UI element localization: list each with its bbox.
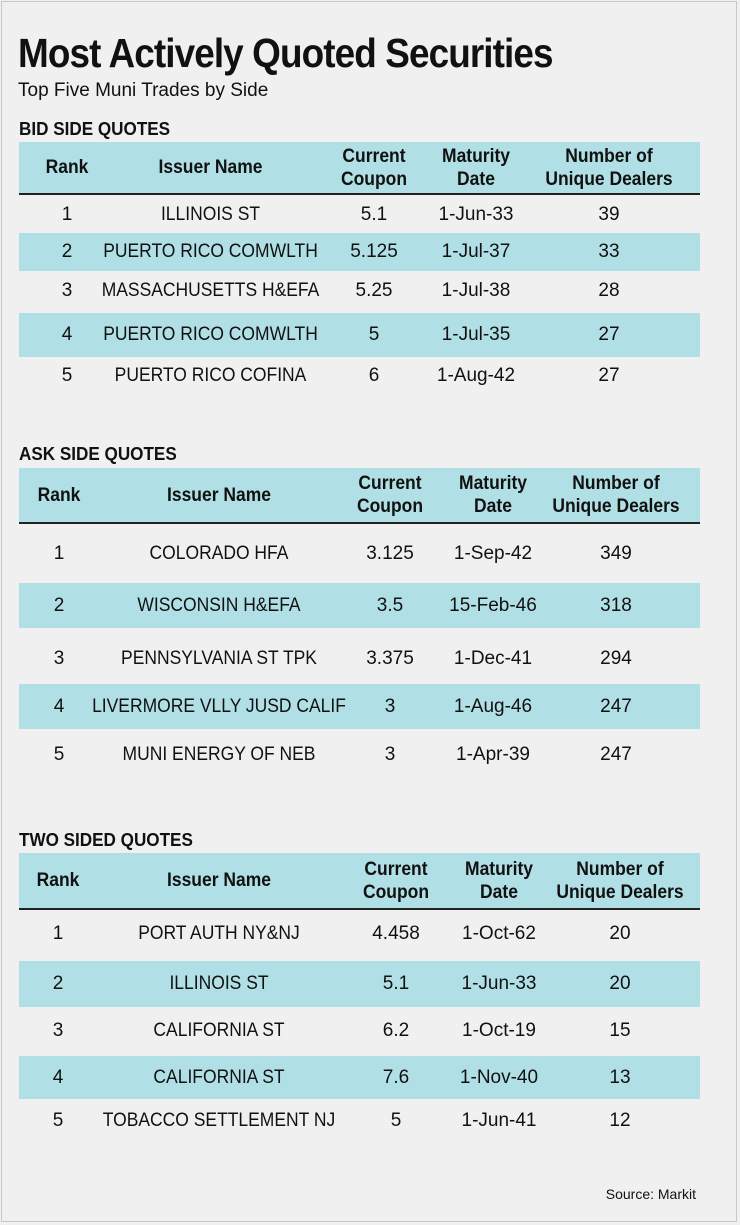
header-maturity-date-line2: Date	[480, 881, 518, 903]
cell-maturity: 1-Apr-39	[456, 743, 530, 765]
cell-issuer: PUERTO RICO COMWLTH	[103, 241, 318, 262]
header-current-coupon-line1: Current	[342, 145, 406, 167]
table-row	[19, 196, 700, 234]
header-issuer-name	[107, 853, 331, 908]
header-issuer-name-line1: Issuer Name	[158, 157, 263, 178]
table-row	[19, 684, 700, 729]
table-row	[19, 313, 700, 357]
cell-issuer: PORT AUTH NY&NJ	[138, 923, 300, 944]
table-row	[19, 961, 700, 1007]
table-row	[19, 1009, 700, 1052]
header-unique-dealers	[553, 853, 687, 908]
table-row	[19, 1099, 700, 1142]
cell-maturity: 1-Jun-33	[461, 973, 537, 994]
cell-rank: 4	[52, 1066, 64, 1088]
header-rank-line1: Rank	[37, 484, 81, 506]
cell-issuer: WISCONSIN H&EFA	[137, 594, 301, 616]
header-current-coupon-line2: Coupon	[356, 496, 424, 517]
header-unique-dealers-line2: Unique Dealers	[556, 881, 684, 903]
cell-dealers: 247	[600, 743, 632, 765]
table-row	[19, 233, 700, 271]
cell-maturity: 1-Jul-37	[441, 241, 511, 262]
cell-issuer: ILLINOIS ST	[169, 973, 269, 994]
cell-issuer: PUERTO RICO COFINA	[114, 365, 307, 386]
table-row	[19, 911, 700, 957]
cell-dealers: 39	[598, 204, 620, 225]
cell-rank: 5	[53, 743, 65, 765]
cell-issuer: TOBACCO SETTLEMENT NJ	[102, 1109, 336, 1131]
cell-maturity: 1-Aug-46	[453, 695, 533, 717]
cell-issuer: MUNI ENERGY OF NEB	[122, 743, 316, 765]
page-subtitle: Top Five Muni Trades by Side	[18, 80, 269, 101]
cell-maturity: 1-Dec-41	[453, 647, 533, 669]
cell-rank: 4	[61, 324, 73, 345]
cell-rank: 3	[61, 280, 73, 301]
header-unique-dealers	[540, 142, 678, 193]
cell-maturity: 1-Jul-35	[441, 324, 511, 345]
header-rank	[22, 853, 94, 908]
cell-rank: 3	[53, 647, 65, 669]
cell-coupon: 3	[384, 695, 396, 717]
section-title: ASK SIDE QUOTES	[19, 444, 177, 464]
cell-rank: 1	[61, 204, 73, 225]
header-rank	[23, 142, 111, 193]
cell-maturity: 1-Sep-42	[453, 543, 533, 564]
header-unique-dealers-line2: Unique Dealers	[552, 496, 680, 517]
cell-dealers: 13	[609, 1066, 631, 1088]
cell-rank: 2	[52, 973, 64, 994]
cell-coupon: 5.1	[360, 204, 388, 225]
table-row	[19, 357, 700, 395]
table-row	[19, 731, 700, 778]
cell-maturity: 1-Aug-42	[436, 365, 516, 386]
header-rank	[22, 468, 96, 522]
cell-issuer: ILLINOIS ST	[160, 204, 261, 225]
header-current-coupon-line2: Coupon	[362, 881, 430, 903]
header-issuer-name-text	[167, 869, 271, 892]
cell-coupon: 5	[390, 1109, 402, 1131]
table-row	[19, 583, 700, 628]
cell-rank: 1	[53, 543, 65, 564]
cell-dealers: 294	[600, 647, 632, 669]
header-current-coupon-line1: Current	[364, 858, 428, 880]
cell-dealers: 20	[609, 923, 631, 944]
header-current-coupon-text	[363, 858, 429, 904]
cell-issuer: PUERTO RICO COMWLTH	[103, 324, 318, 345]
cell-issuer: COLORADO HFA	[149, 543, 289, 564]
table-header	[19, 468, 700, 524]
table-row	[19, 1056, 700, 1099]
header-unique-dealers-line1: Number of	[572, 473, 660, 494]
header-unique-dealers-text	[552, 472, 679, 518]
table-header	[19, 142, 700, 195]
header-current-coupon	[345, 853, 446, 908]
cell-dealers: 247	[600, 695, 632, 717]
cell-maturity: 15-Feb-46	[449, 594, 537, 616]
header-maturity-date-text	[442, 145, 510, 191]
cell-coupon: 7.6	[382, 1066, 410, 1088]
cell-dealers: 318	[600, 594, 632, 616]
table-row	[19, 635, 700, 682]
cell-dealers: 33	[598, 241, 620, 262]
section-title: BID SIDE QUOTES	[19, 119, 171, 139]
header-issuer-name	[123, 142, 299, 193]
cell-rank: 5	[52, 1109, 64, 1131]
cell-dealers: 28	[598, 280, 620, 301]
cell-maturity: 1-Jun-33	[438, 204, 514, 225]
header-maturity-date-line1: Maturity	[459, 473, 527, 494]
header-rank-line1: Rank	[36, 870, 80, 891]
header-issuer-name-line1: Issuer Name	[167, 870, 271, 891]
header-rank-text	[38, 484, 81, 507]
header-maturity-date	[423, 142, 530, 193]
cell-dealers: 12	[609, 1109, 631, 1131]
cell-dealers: 349	[600, 543, 632, 564]
cell-rank: 2	[61, 241, 73, 262]
header-unique-dealers	[552, 468, 681, 522]
header-issuer-name-text	[159, 156, 263, 179]
cell-coupon: 3	[384, 743, 396, 765]
header-current-coupon	[344, 468, 436, 522]
cell-issuer: CALIFORNIA ST	[153, 1019, 285, 1041]
header-issuer-name-text	[167, 484, 271, 507]
cell-rank: 5	[61, 365, 73, 386]
header-rank-text	[46, 156, 89, 179]
cell-coupon: 3.375	[366, 647, 414, 669]
header-maturity-date-line1: Maturity	[442, 145, 510, 167]
cell-maturity: 1-Oct-62	[462, 923, 536, 944]
cell-coupon: 6.2	[382, 1019, 410, 1041]
header-rank-line1: Rank	[45, 157, 89, 178]
cell-coupon: 4.458	[372, 923, 420, 944]
header-maturity-date-line2: Date	[457, 168, 495, 190]
header-current-coupon-line2: Coupon	[340, 168, 408, 190]
cell-issuer: MASSACHUSETTS H&EFA	[101, 280, 320, 301]
cell-rank: 1	[52, 923, 64, 944]
header-current-coupon	[334, 142, 415, 193]
header-current-coupon-text	[341, 145, 407, 191]
header-unique-dealers-line1: Number of	[565, 145, 653, 167]
table-row	[19, 272, 700, 310]
table-row	[19, 527, 700, 581]
header-maturity-date-line2: Date	[474, 496, 512, 517]
header-current-coupon-text	[357, 472, 423, 518]
cell-coupon: 5.25	[355, 280, 393, 301]
cell-coupon: 5	[368, 324, 380, 345]
header-unique-dealers-line1: Number of	[576, 858, 664, 880]
header-issuer-name	[109, 468, 330, 522]
header-maturity-date-text	[465, 858, 533, 904]
cell-maturity: 1-Oct-19	[462, 1019, 536, 1041]
cell-rank: 3	[52, 1019, 64, 1041]
cell-coupon: 5.125	[350, 241, 398, 262]
cell-maturity: 1-Nov-40	[459, 1066, 539, 1088]
header-maturity-date-text	[459, 472, 527, 518]
cell-issuer: LIVERMORE VLLY JUSD CALIF	[92, 695, 346, 717]
header-unique-dealers-text	[545, 145, 672, 191]
cell-dealers: 27	[598, 365, 620, 386]
header-unique-dealers-line2: Unique Dealers	[545, 168, 673, 190]
cell-issuer: PENNSYLVANIA ST TPK	[121, 647, 317, 669]
cell-dealers: 20	[609, 973, 631, 994]
table-header	[19, 853, 700, 910]
header-unique-dealers-text	[556, 858, 683, 904]
source-note: Source: Markit	[605, 1186, 696, 1202]
header-maturity-date-line1: Maturity	[465, 858, 533, 880]
header-maturity-date	[455, 853, 543, 908]
header-rank-text	[37, 869, 80, 892]
cell-coupon: 3.5	[376, 594, 404, 616]
cell-coupon: 5.1	[382, 973, 410, 994]
header-current-coupon-line1: Current	[358, 473, 422, 494]
cell-dealers: 15	[609, 1019, 631, 1041]
page-title: Most Actively Quoted Securities	[18, 30, 553, 76]
cell-issuer: CALIFORNIA ST	[153, 1066, 285, 1088]
cell-maturity: 1-Jun-41	[461, 1109, 537, 1131]
cell-coupon: 3.125	[366, 543, 414, 564]
cell-coupon: 6	[368, 365, 380, 386]
cell-rank: 4	[53, 695, 65, 717]
header-maturity-date	[444, 468, 542, 522]
section-title: TWO SIDED QUOTES	[19, 830, 193, 850]
cell-maturity: 1-Jul-38	[441, 280, 511, 301]
header-issuer-name-line1: Issuer Name	[167, 484, 271, 506]
cell-dealers: 27	[598, 324, 620, 345]
cell-rank: 2	[53, 594, 65, 616]
